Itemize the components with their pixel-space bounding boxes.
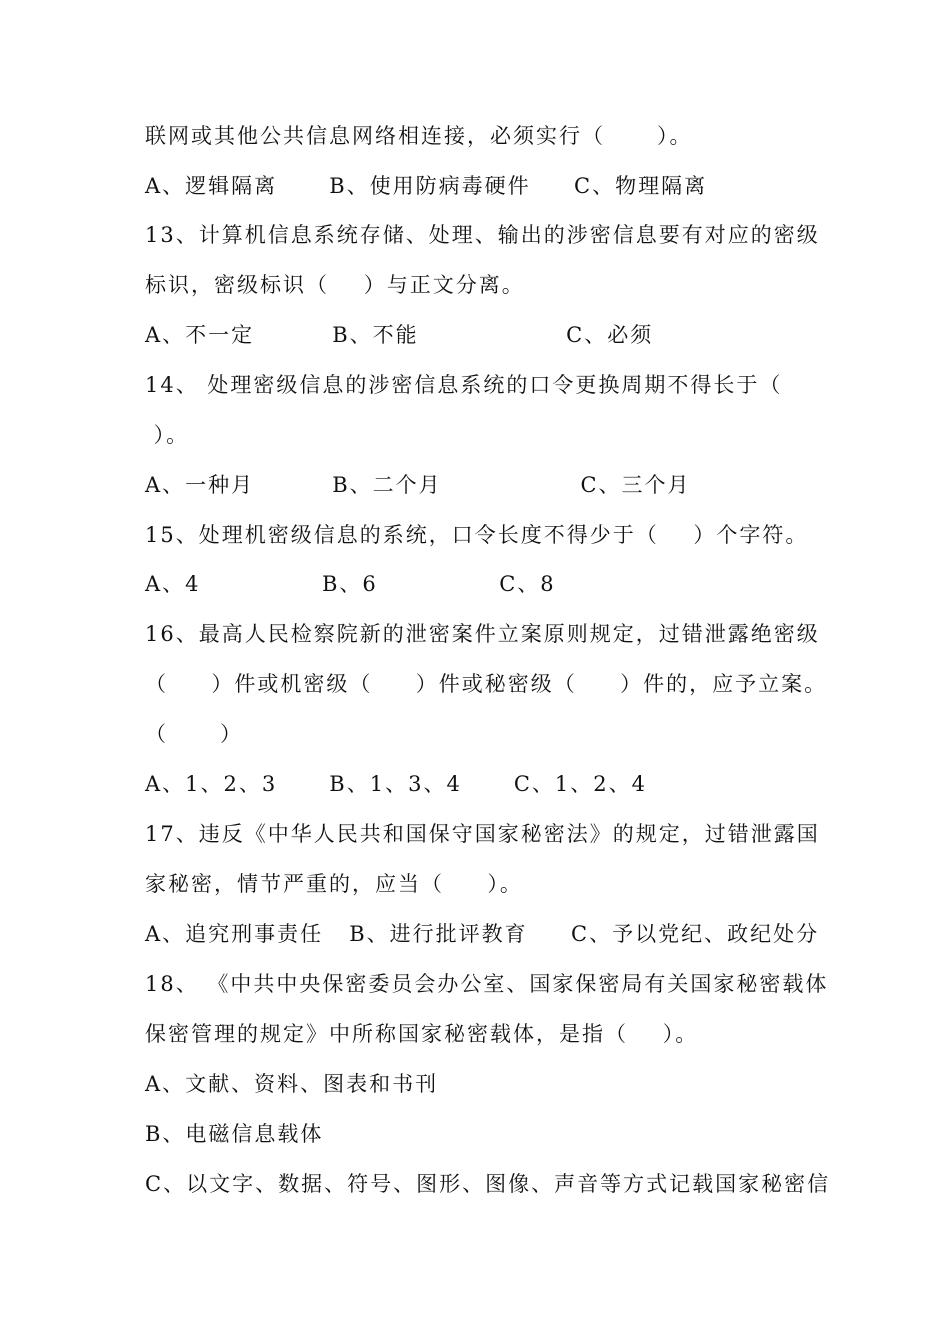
question-18-line-2: 保密管理的规定》中所称国家秘密载体，是指（ ）。 [145,1022,699,1046]
answer-options-15: A、4 B、6 C、8 [145,572,556,596]
question-16-line-3: （ ） [145,722,244,746]
question-16-line-1: 16、最高人民检察院新的泄密案件立案原则规定，过错泄露绝密级 [145,622,820,646]
question-13-line-1: 13、计算机信息系统存储、处理、输出的涉密信息要有对应的密级 [145,223,820,247]
question-18-line-1: 18、 《中共中央保密委员会办公室、国家保密局有关国家秘密载体 [145,972,829,996]
text-line: 联网或其他公共信息网络相连接，必须实行（ ）。 [145,124,693,148]
answer-options-14: A、一种月 B、二个月 C、三个月 [145,473,691,497]
answer-option-18-b: B、电磁信息载体 [145,1122,324,1146]
question-17-line-1: 17、违反《中华人民共和国保守国家秘密法》的规定，过错泄露国 [145,822,820,846]
question-15: 15、处理机密级信息的系统，口令长度不得少于（ ）个字符。 [145,523,809,547]
question-13-line-2: 标识，密级标识（ ）与正文分离。 [145,273,525,297]
answer-option-18-c: C、以文字、数据、符号、图形、图像、声音等方式记载国家秘密信 [145,1172,831,1196]
question-14-line-1: 14、 处理密级信息的涉密信息系统的口令更换周期不得长于（ [145,373,783,397]
question-16-line-2: （ ）件或机密级（ ）件或秘密级（ ）件的，应予立案。 [145,672,828,696]
answer-options-12: A、逻辑隔离 B、使用防病毒硬件 C、物理隔离 [145,174,708,198]
question-14-line-2: ）。 [145,423,190,447]
answer-options-13: A、不一定 B、不能 C、必须 [145,323,654,347]
question-17-line-2: 家秘密，情节严重的，应当（ ）。 [145,872,523,896]
answer-option-18-a: A、文献、资料、图表和书刊 [145,1072,439,1096]
answer-options-16: A、1、2、3 B、1、3、4 C、1、2、4 [145,772,648,796]
answer-options-17: A、追究刑事责任 B、进行批评教育 C、予以党纪、政纪处分 [145,922,820,946]
